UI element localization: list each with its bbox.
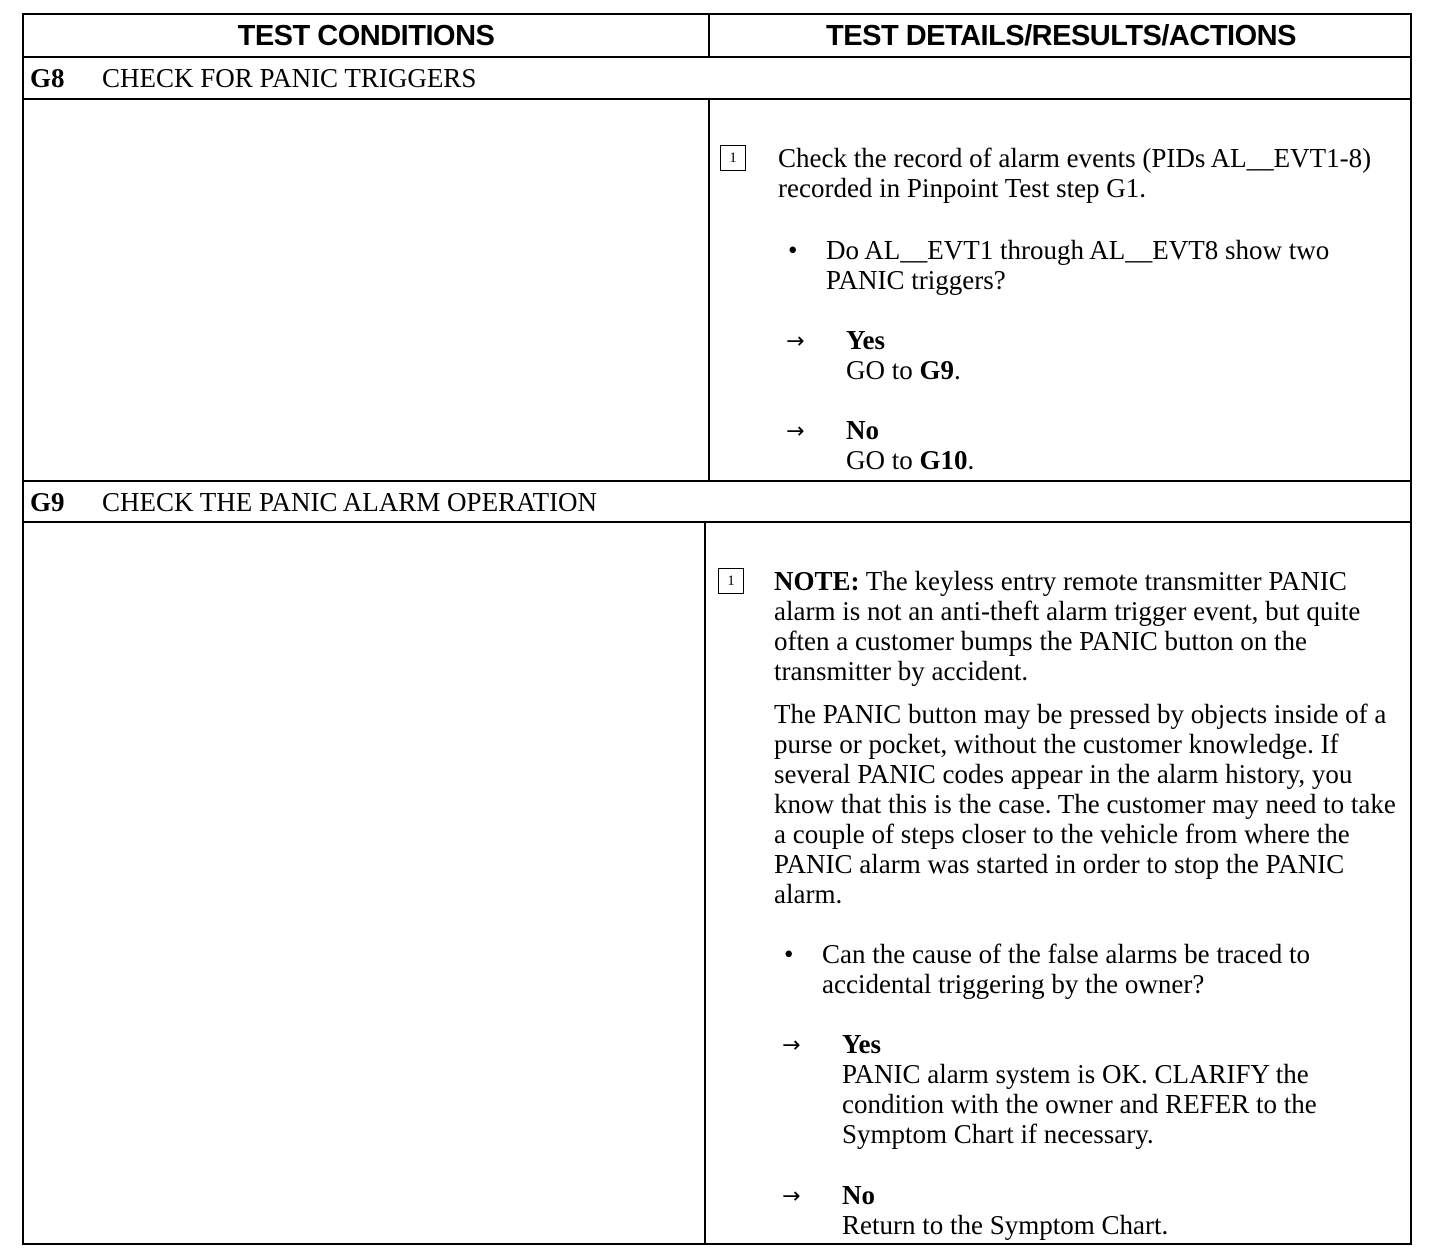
- bullet-icon: •: [784, 939, 794, 969]
- header-divider: [708, 15, 710, 57]
- header-test-conditions: TEST CONDITIONS: [237, 19, 495, 52]
- diagnostic-table: [22, 13, 1412, 1245]
- g9-yes-action: PANIC alarm system is OK. CLARIFY the condition with the owner and REFER to the Symptom Chart if necessary.: [842, 1059, 1317, 1149]
- section-g9-details: [706, 523, 1412, 1245]
- g8-no-action: GO to G10.: [846, 445, 975, 475]
- section-g9-title: [30, 482, 597, 522]
- g8-no-label: No: [846, 415, 879, 445]
- g9-note: NOTE: The keyless entry remote transmitter PANIC alarm is not an anti-theft alarm trigger event, but quite often a customer bumps the PANIC button on the transmitter by accident.: [774, 566, 1361, 686]
- arrow-right-icon: →: [786, 329, 805, 354]
- g9-no-action: Return to the Symptom Chart.: [842, 1210, 1169, 1240]
- g9-yes-label: Yes: [842, 1029, 881, 1059]
- step-number-box: 1: [720, 145, 746, 171]
- section-g9-heading: CHECK THE PANIC ALARM OPERATION: [102, 486, 598, 517]
- section-g8-details: [710, 100, 1412, 480]
- arrow-right-icon: →: [782, 1033, 801, 1058]
- header-test-details: TEST DETAILS/RESULTS/ACTIONS: [826, 19, 1296, 52]
- g8-question: Do AL__EVT1 through AL__EVT8 show two PANIC triggers?: [826, 235, 1330, 295]
- g9-question: Can the cause of the false alarms be traced to accidental triggering by the owner?: [822, 939, 1311, 999]
- section-g8-code: G8: [30, 62, 65, 93]
- section-g9-code: G9: [30, 486, 65, 517]
- g9-explanation: The PANIC button may be pressed by objects inside of a purse or pocket, without the customer knowledge. If several PANIC codes appear in the alarm history, you know that this is the case. The customer may need to take a couple of steps closer to the vehicle from where the PANIC alarm was started in order to stop the PANIC alarm.: [774, 699, 1396, 909]
- g8-instruction: Check the record of alarm events (PIDs AL__EVT1-8) recorded in Pinpoint Test step G1.: [778, 143, 1372, 203]
- bullet-icon: •: [788, 235, 798, 265]
- g8-yes-label: Yes: [846, 325, 885, 355]
- arrow-right-icon: →: [786, 419, 805, 444]
- g9-no-label: No: [842, 1180, 875, 1210]
- section-g8-title: [30, 58, 476, 98]
- step-number-box: 1: [718, 568, 744, 594]
- g8-yes-action: GO to G9.: [846, 355, 961, 385]
- section-g8-heading: CHECK FOR PANIC TRIGGERS: [102, 62, 477, 93]
- arrow-right-icon: →: [782, 1184, 801, 1209]
